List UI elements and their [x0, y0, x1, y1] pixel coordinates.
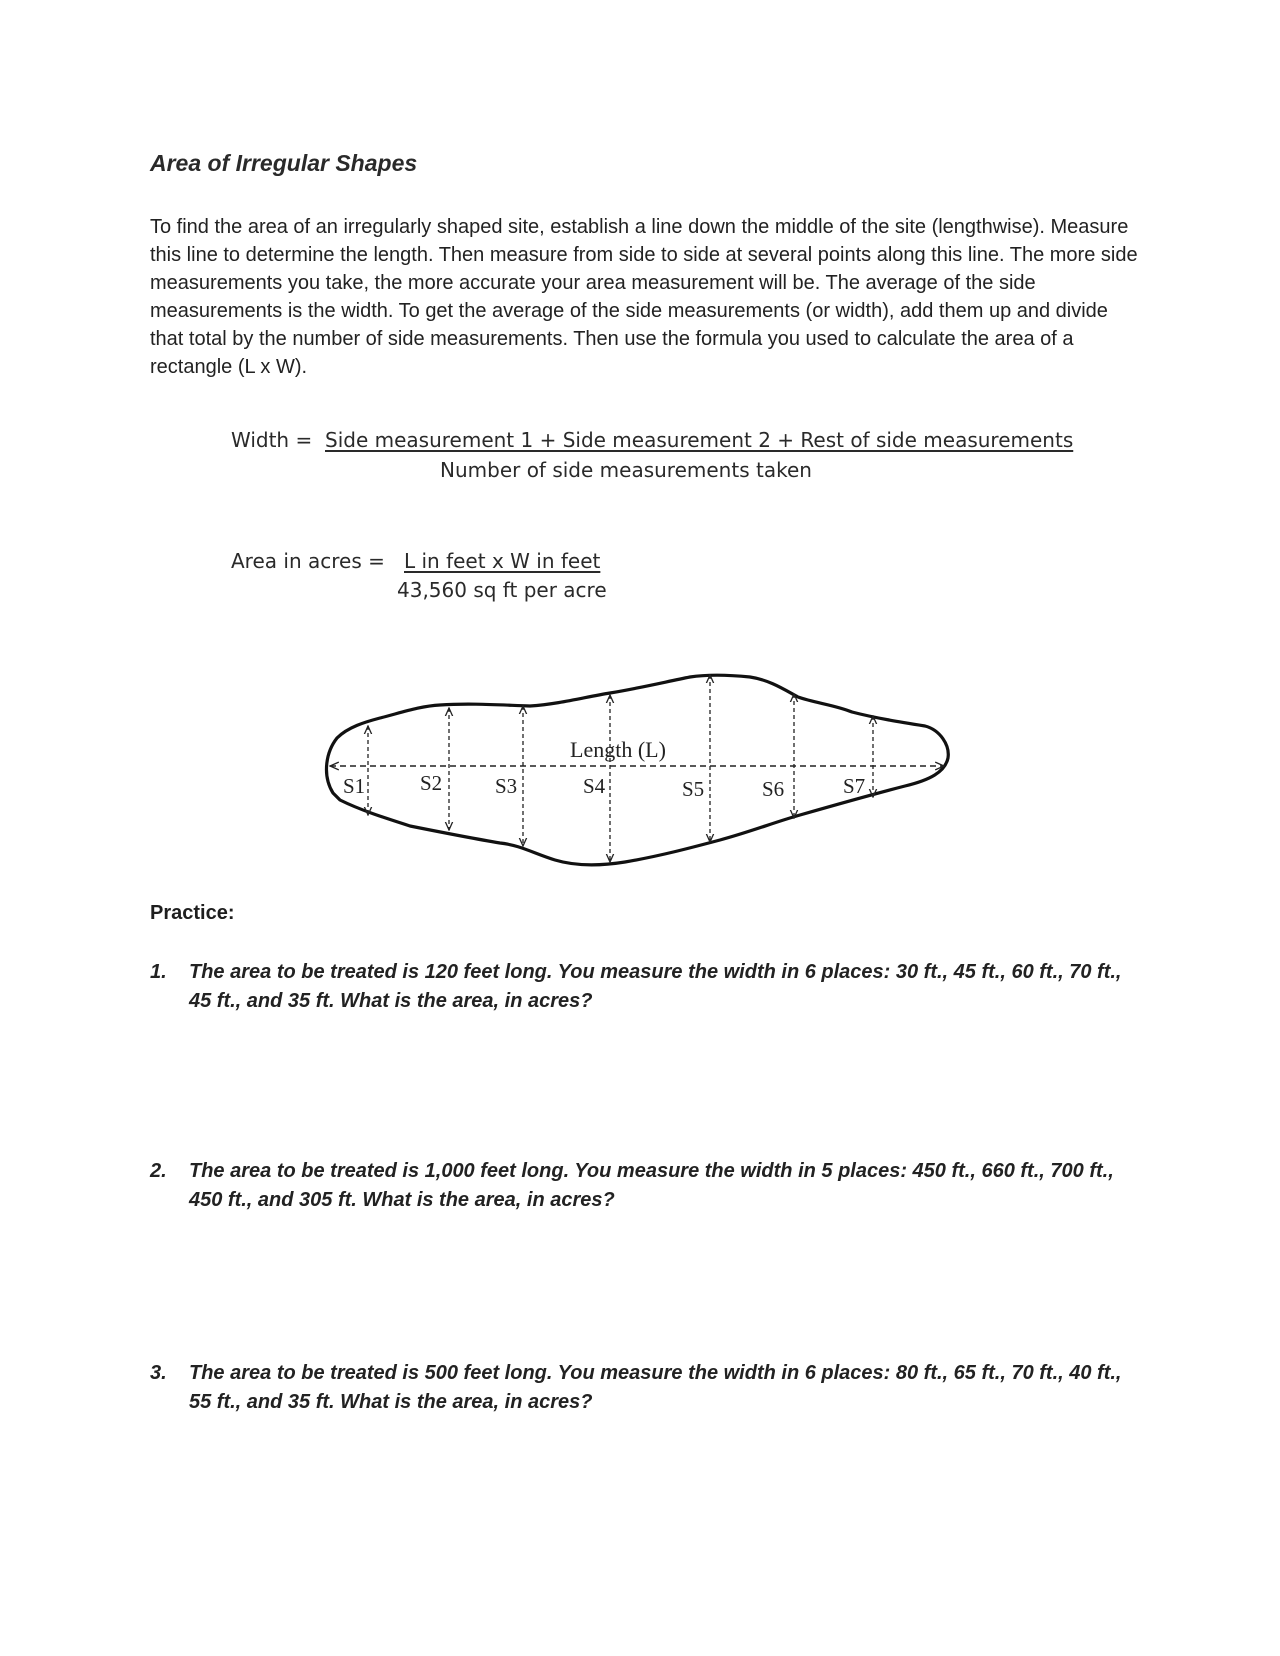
- s1-label: S1: [343, 774, 366, 798]
- practice-heading: Practice:: [150, 902, 235, 924]
- s2-label: S2: [420, 771, 443, 795]
- area-formula-numerator: L in feet x W in feet: [404, 549, 601, 573]
- length-label: Length (L): [570, 737, 666, 762]
- width-formula-denominator: Number of side measurements taken: [440, 458, 812, 482]
- question-number: 2.: [150, 1160, 167, 1182]
- question-text: The area to be treated is 1,000 feet long. You measure the width in 5 places: 450 ft., 660 ft., 700 ft., 450 ft., and 305 ft. What is the area, in acres?: [189, 1160, 1114, 1211]
- question-number: 3.: [150, 1362, 167, 1384]
- question-1: [150, 958, 1140, 1016]
- page-title: Area of Irregular Shapes: [150, 150, 418, 176]
- question-text: The area to be treated is 500 feet long. You measure the width in 6 places: 80 ft., 65 ft., 70 ft., 40 ft., 55 ft., and 35 ft. What is the area, in acres?: [189, 1362, 1122, 1413]
- site-outline: [326, 675, 948, 865]
- question-number: 1.: [150, 961, 167, 983]
- question-2: [150, 1157, 1140, 1215]
- s7-label: S7: [843, 774, 866, 798]
- area-formula-denominator: 43,560 sq ft per acre: [397, 578, 607, 602]
- area-formula-label: Area in acres =: [231, 549, 385, 573]
- width-formula-label: Width =: [231, 428, 313, 452]
- s6-label: S6: [762, 777, 785, 801]
- question-3: [150, 1359, 1140, 1417]
- question-text: The area to be treated is 120 feet long. You measure the width in 6 places: 30 ft., 45 ft., 60 ft., 70 ft., 45 ft., and 35 ft. What is the area, in acres?: [189, 961, 1122, 1012]
- intro-paragraph: To find the area of an irregularly shaped site, establish a line down the middle of the site (lengthwise). Measure this line to determine the length. Then measure from side to side at several points along this line. The more side measurements you take, the more accurate your area measurement will be. The average of the side measurements is the width. To get the average of the side measurements (or width), add them up and divide that total by the number of side measurements. Then use the formula you used to calculate the area of a rectangle (L x W).: [150, 216, 1138, 378]
- width-formula-numerator: Side measurement 1 + Side measurement 2 + Rest of side measurements: [325, 428, 1074, 452]
- s3-label: S3: [495, 774, 518, 798]
- s5-label: S5: [682, 777, 705, 801]
- s4-label: S4: [583, 774, 606, 798]
